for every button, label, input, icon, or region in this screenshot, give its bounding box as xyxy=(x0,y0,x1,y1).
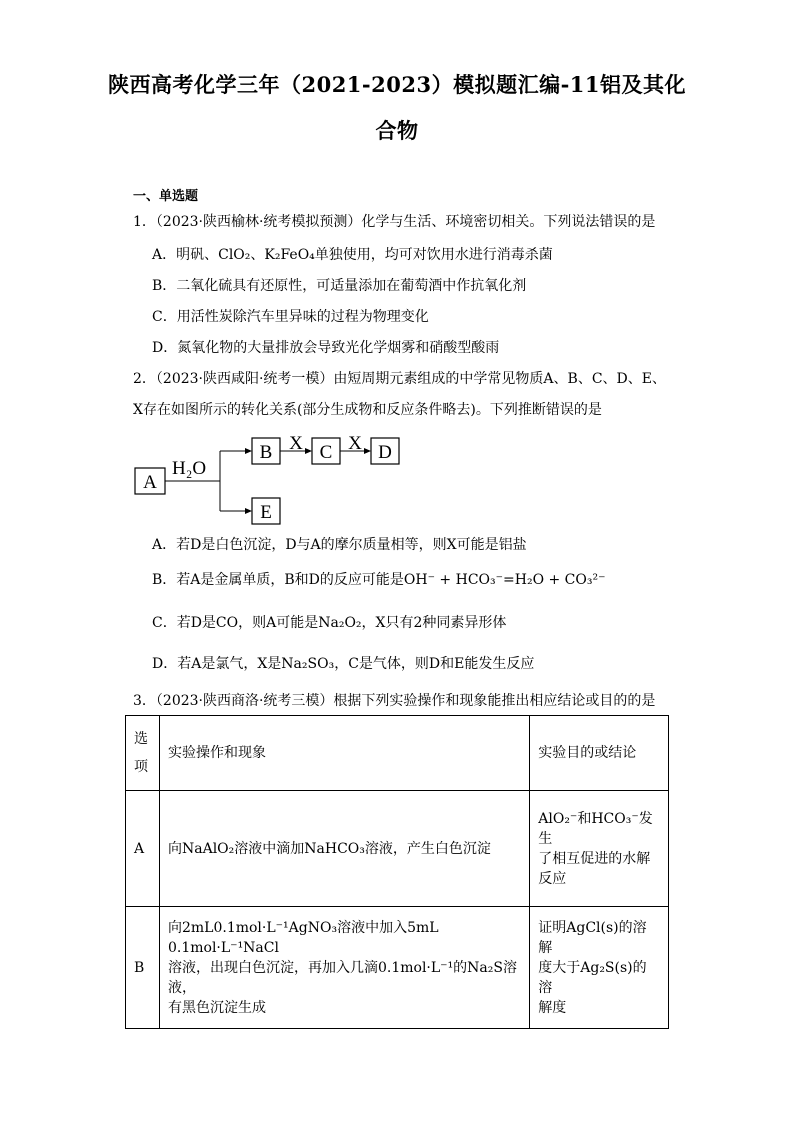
label-x2: X xyxy=(348,435,362,454)
q2-option-b: B．若A是金属单质，B和D的反应可能是OH⁻ + HCO₃⁻=H₂O + CO₃²⁻ xyxy=(152,572,606,588)
table-row xyxy=(126,791,669,907)
row-a-operation: 向NaAlO₂溶液中滴加NaHCO₃溶液，产生白色沉淀 xyxy=(159,791,529,907)
conversion-diagram xyxy=(134,435,414,530)
header-option: 选 项 xyxy=(126,716,160,791)
table-header-row xyxy=(126,716,669,791)
header-operation: 实验操作和现象 xyxy=(159,716,529,791)
page-title: 陕西高考化学三年（2021-2023）模拟题汇编-11铝及其化合物 xyxy=(107,72,687,143)
header-conclusion: 实验目的或结论 xyxy=(530,716,669,791)
label-b: B xyxy=(259,442,273,463)
q1-option-b: B．二氧化硫具有还原性，可适量添加在葡萄酒中作抗氧化剂 xyxy=(152,278,527,294)
q2-option-a: A．若D是白色沉淀，D与A的摩尔质量相等，则X可能是铝盐 xyxy=(152,537,527,553)
label-d: D xyxy=(378,442,392,463)
table-row xyxy=(126,907,669,1029)
row-b-operation: 向2mL0.1mol·L⁻¹AgNO₃溶液中加入5mL 0.1mol·L⁻¹NaCl 溶液，出现白色沉淀，再加入几滴0.1mol·L⁻¹的Na₂S溶液， 有黑色沉淀生成 xyxy=(159,907,529,1029)
label-x1: X xyxy=(289,435,303,454)
label-reagent: H₂O xyxy=(172,458,207,479)
label-a: A xyxy=(143,472,157,493)
q2-option-c: C．若D是CO，则A可能是Na₂O₂，X只有2种同素异形体 xyxy=(152,615,507,631)
label-e: E xyxy=(260,502,272,523)
q1-option-a: A．明矾、ClO₂、K₂FeO₄单独使用，均可对饮用水进行消毒杀菌 xyxy=(152,247,553,263)
experiment-table xyxy=(125,715,669,1029)
row-b-conclusion: 证明AgCl(s)的溶解 度大于Ag₂S(s)的溶 解度 xyxy=(530,907,669,1029)
q1-option-d: D．氮氧化物的大量排放会导致光化学烟雾和硝酸型酸雨 xyxy=(152,340,500,356)
section-heading: 一、单选题 xyxy=(133,189,199,204)
label-c: C xyxy=(319,442,333,463)
question-2-stem-line2: X存在如图所示的转化关系(部分生成物和反应条件略去)。下列推断错误的是 xyxy=(133,402,602,418)
question-1-stem: 1．（2023·陕西榆林·统考模拟预测）化学与生活、环境密切相关。下列说法错误的是 xyxy=(133,214,656,230)
q1-option-c: C．用活性炭除汽车里异味的过程为物理变化 xyxy=(152,309,429,325)
row-b-option: B xyxy=(126,907,160,1029)
q2-option-d: D．若A是氯气，X是Na₂SO₃，C是气体，则D和E能发生反应 xyxy=(152,656,535,672)
question-2-stem-line1: 2．（2023·陕西咸阳·统考一模）由短周期元素组成的中学常见物质A、B、C、D、E、 xyxy=(133,371,666,387)
row-a-option: A xyxy=(126,791,160,907)
question-3-stem: 3．（2023·陕西商洛·统考三模）根据下列实验操作和现象能推出相应结论或目的的是 xyxy=(133,693,656,709)
row-a-conclusion: AlO₂⁻和HCO₃⁻发生 了相互促进的水解 反应 xyxy=(530,791,669,907)
